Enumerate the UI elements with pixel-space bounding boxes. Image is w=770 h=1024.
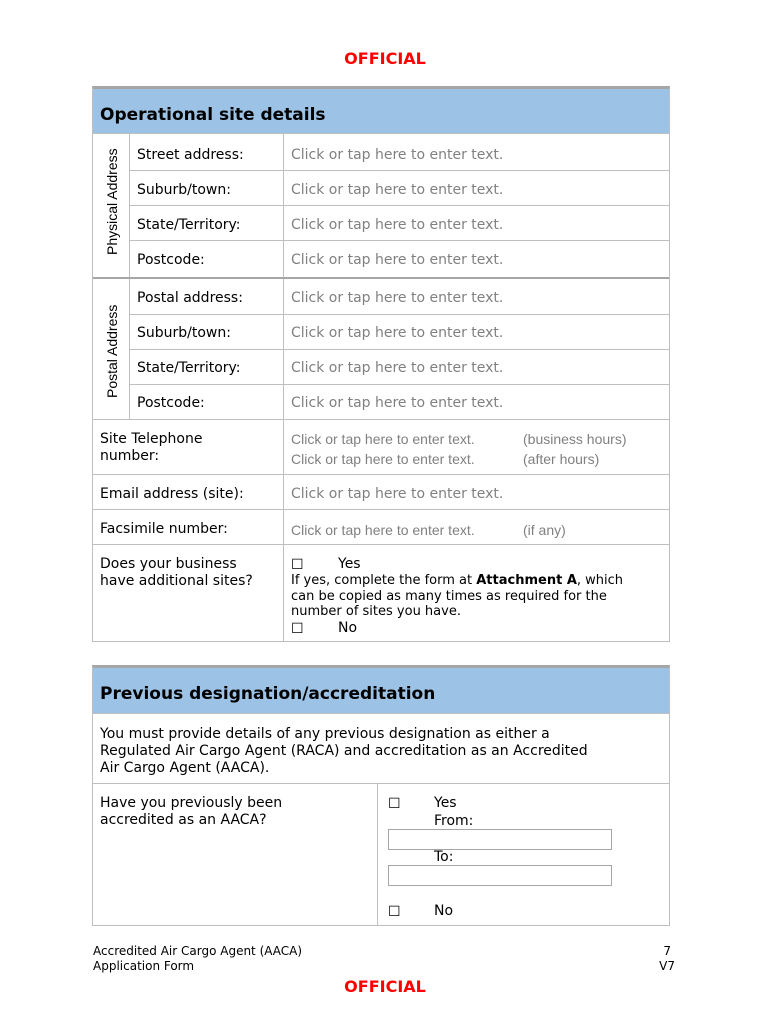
aaca-question-line1: Have you previously been — [100, 795, 283, 811]
postal-postcode-label: Postcode: — [137, 395, 205, 411]
postcode-label: Postcode: — [137, 252, 205, 268]
intro-line1: You must provide details of any previous designation as either a — [100, 726, 550, 742]
additional-sites-label-line2: have additional sites? — [100, 573, 253, 589]
footer-title-line1: Accredited Air Cargo Agent (AACA) — [93, 944, 303, 958]
official-marking-bottom: OFFICIAL — [344, 977, 426, 996]
footer-title-line2: Application Form — [93, 959, 195, 973]
street-address-label: Street address: — [137, 147, 244, 163]
page-number: 7 — [663, 944, 671, 958]
postal-suburb-town-label: Suburb/town: — [137, 325, 231, 341]
after-hours-note: (after hours) — [523, 451, 600, 467]
aaca-yes-label: Yes — [434, 795, 457, 811]
aaca-no-label: No — [434, 903, 454, 919]
to-date-input[interactable] — [388, 865, 612, 886]
postal-state-territory-label: State/Territory: — [137, 360, 241, 376]
additional-sites-yes-label: Yes — [338, 556, 361, 572]
state-territory-label: State/Territory: — [137, 217, 241, 233]
postal-address-field[interactable]: Click or tap here to enter text. — [291, 290, 504, 306]
facsimile-note: (if any) — [523, 522, 566, 538]
suburb-town-label: Suburb/town: — [137, 182, 231, 198]
email-label: Email address (site): — [100, 486, 244, 502]
aaca-question-line2: accredited as an AACA? — [100, 812, 267, 828]
section-title: Operational site details — [93, 89, 669, 134]
intro-line3: Air Cargo Agent (AACA). — [100, 760, 270, 776]
attachment-note-line1: If yes, complete the form at Attachment A, which — [291, 573, 624, 588]
additional-sites-yes-checkbox[interactable]: ☐ — [291, 557, 304, 573]
site-telephone-label-line2: number: — [100, 448, 160, 464]
postal-address-group-label: Postal Address — [104, 304, 120, 398]
document-version: V7 — [659, 959, 675, 973]
intro-line2: Regulated Air Cargo Agent (RACA) and accreditation as an Accredited — [100, 743, 588, 759]
postal-postcode-field[interactable]: Click or tap here to enter text. — [291, 395, 504, 411]
street-address-field[interactable]: Click or tap here to enter text. — [291, 147, 504, 163]
additional-sites-label-line1: Does your business — [100, 556, 237, 572]
additional-sites-no-checkbox[interactable]: ☐ — [291, 621, 304, 637]
postal-suburb-town-field[interactable]: Click or tap here to enter text. — [291, 325, 504, 341]
postal-state-territory-field[interactable]: Click or tap here to enter text. — [291, 360, 504, 376]
postal-address-label: Postal address: — [137, 290, 243, 306]
section-title: Previous designation/accreditation — [93, 668, 669, 714]
facsimile-label: Facsimile number: — [100, 521, 228, 537]
after-hours-phone-field[interactable]: Click or tap here to enter text. — [291, 451, 475, 467]
attachment-a-reference: Attachment A — [476, 573, 577, 588]
email-field[interactable]: Click or tap here to enter text. — [291, 486, 504, 502]
site-telephone-label-line1: Site Telephone — [100, 431, 203, 447]
suburb-town-field[interactable]: Click or tap here to enter text. — [291, 182, 504, 198]
state-territory-field[interactable]: Click or tap here to enter text. — [291, 217, 504, 233]
from-date-input[interactable] — [388, 829, 612, 850]
aaca-yes-checkbox[interactable]: ☐ — [388, 796, 401, 812]
attachment-note-line2: can be copied as many times as required for the — [291, 589, 607, 604]
postcode-field[interactable]: Click or tap here to enter text. — [291, 252, 504, 268]
aaca-no-checkbox[interactable]: ☐ — [388, 904, 401, 920]
from-label: From: — [434, 813, 474, 829]
business-hours-phone-field[interactable]: Click or tap here to enter text. — [291, 431, 475, 447]
official-marking-top: OFFICIAL — [344, 49, 426, 68]
attachment-note-line3: number of sites you have. — [291, 604, 461, 619]
previous-designation-section — [92, 665, 670, 926]
physical-address-group-label: Physical Address — [104, 148, 120, 255]
operational-site-details-section — [92, 86, 670, 642]
facsimile-field[interactable]: Click or tap here to enter text. — [291, 522, 475, 538]
additional-sites-no-label: No — [338, 620, 358, 636]
to-label: To: — [434, 849, 454, 865]
business-hours-note: (business hours) — [523, 431, 627, 447]
